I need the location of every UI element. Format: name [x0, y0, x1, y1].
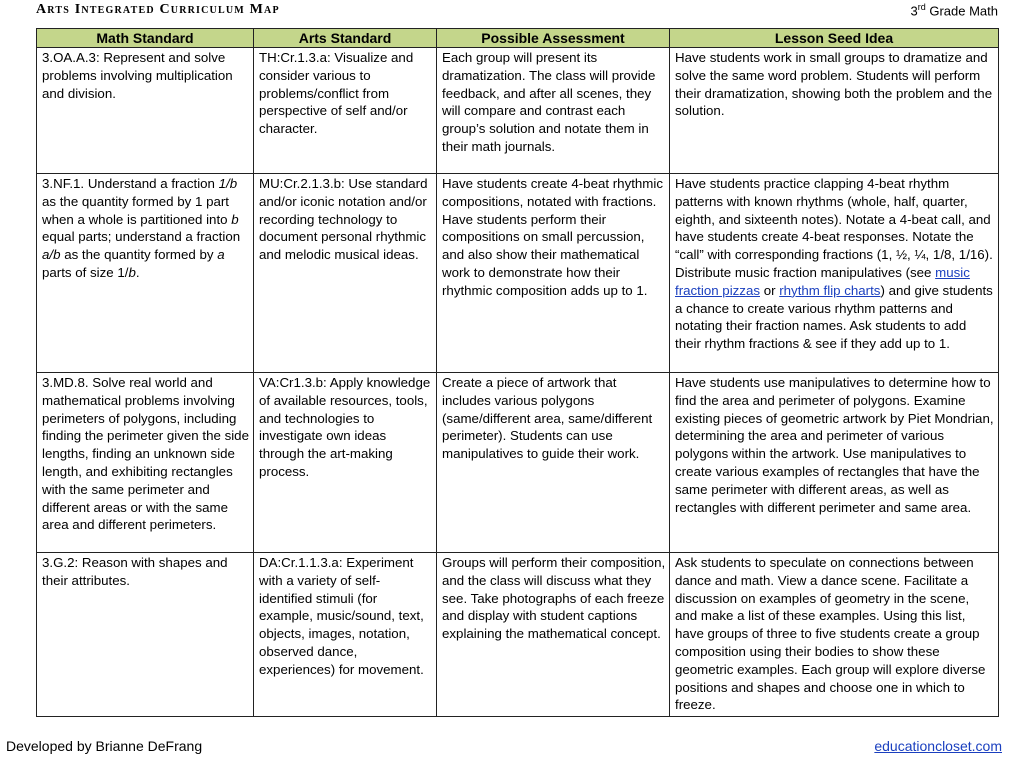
- math-italic: a/b: [42, 247, 61, 263]
- column-header-math-standard: Math Standard: [37, 29, 254, 48]
- lesson-text: Have students practice clapping 4-beat rhythm patterns with known rhythms (whole, half, quarter, eighth, and sixteenth notes). Notate a 4-beat call, and have students create 4-beat responses. Notate the “call” with corresponding fractions (1, ½, ¼, 1/8, 1/16). Distribute music fraction manipulatives (see: [675, 176, 993, 280]
- website-link[interactable]: educationcloset.com: [874, 738, 1002, 754]
- column-header-arts-standard: Arts Standard: [254, 29, 437, 48]
- table-header-row: [37, 29, 999, 48]
- document-header: [36, 2, 998, 22]
- arts-standard-cell: DA:Cr.1.1.3.a: Experiment with a variety of self-identified stimuli (for example, music/sound, text, objects, images, notation, observed dance, experiences) for movement.: [254, 553, 437, 717]
- music-fraction-pizzas-link[interactable]: music fraction pizzas: [675, 264, 970, 298]
- assessment-cell: Create a piece of artwork that includes various polygons (same/different area, same/different perimeter). Students can use manipulatives to guide their work.: [437, 373, 670, 553]
- math-text: as the quantity formed by: [60, 247, 218, 263]
- arts-standard-cell: TH:Cr.1.3.a: Visualize and consider various to problems/conflict from perspective of self and/or character.: [254, 48, 437, 174]
- math-text: .: [135, 264, 140, 280]
- table-row: [37, 553, 999, 717]
- assessment-cell: Groups will perform their composition, and the class will discuss what they see. Take photographs of each freeze and display with student captions explaining the mathematical concept.: [437, 553, 670, 717]
- table-row: [37, 174, 999, 373]
- math-standard-cell: 3.MD.8. Solve real world and mathematical problems involving perimeters of polygons, including finding the perimeter given the side lengths, finding an unknown side length, and exhibiting rectangles with the same perimeter and different areas or with the same area and different perimeters.: [37, 373, 254, 553]
- column-header-possible-assessment: Possible Assessment: [437, 29, 670, 48]
- math-italic: b: [128, 264, 136, 280]
- rhythm-flip-charts-link[interactable]: rhythm flip charts: [779, 282, 881, 298]
- curriculum-table: [36, 28, 999, 717]
- arts-standard-cell: VA:Cr1.3.b: Apply knowledge of available resources, tools, and technologies to investigate own ideas through the art-making process.: [254, 373, 437, 553]
- lesson-text: ) and give students a chance to create various rhythm patterns and notating their fraction names. Ask students to add their rhythm fractions & see if they add up to 1.: [675, 282, 993, 352]
- lesson-seed-cell: Ask students to speculate on connections between dance and math. View a dance scene. Facilitate a discussion on examples of geometry in the scene, and make a list of these examples. Using this list, have groups of three to five students create a group composition using their bodies to show these geometric examples. Each group will explore diverse positions and shapes and choose one in which to freeze.: [670, 553, 999, 717]
- assessment-cell: Each group will present its dramatization. The class will provide feedback, and after all scenes, they will compare and contrast each group’s solution and notate them in their math journals.: [437, 48, 670, 174]
- math-text: as the quantity formed by 1 part when a whole is partitioned into: [42, 193, 232, 227]
- document-title: Arts Integrated Curriculum Map: [36, 2, 280, 17]
- math-standard-cell: 3.G.2: Reason with shapes and their attributes.: [37, 553, 254, 717]
- lesson-seed-cell: Have students use manipulatives to determine how to find the area and perimeter of polygons. Examine existing pieces of geometric artwork by Piet Mondrian, determining the area and perimeter of various polygons within the artwork. Use manipulatives to create various examples of rectangles that have the same perimeter with different areas, as well as rectangles with different perimeter and same area.: [670, 373, 999, 553]
- math-italic: a: [217, 247, 225, 263]
- grade-suffix: rd: [917, 2, 926, 12]
- column-header-lesson-seed-idea: Lesson Seed Idea: [670, 29, 999, 48]
- arts-standard-cell: MU:Cr.2.1.3.b: Use standard and/or iconic notation and/or recording technology to document personal rhythmic and melodic musical ideas.: [254, 174, 437, 373]
- assessment-cell: Have students create 4-beat rhythmic compositions, notated with fractions. Have students perform their compositions on small percussion, and also show their mathematical work to demonstrate how their rhythmic composition adds up to 1.: [437, 174, 670, 373]
- lesson-seed-cell: [670, 174, 999, 373]
- grade-number: 3: [910, 3, 918, 19]
- math-text: parts of size 1/: [42, 264, 129, 280]
- grade-subject: Grade Math: [925, 3, 998, 19]
- grade-label: [910, 2, 998, 18]
- math-standard-cell: 3.OA.A.3: Represent and solve problems involving multiplication and division.: [37, 48, 254, 174]
- lesson-seed-cell: Have students work in small groups to dramatize and solve the same word problem. Students will perform their dramatization, showing both the problem and the solution.: [670, 48, 999, 174]
- table-row: [37, 48, 999, 174]
- math-italic: b: [231, 211, 239, 227]
- math-text: equal parts; understand a fraction: [42, 229, 241, 245]
- author-credit: Developed by Brianne DeFrang: [6, 738, 203, 754]
- lesson-text: or: [760, 282, 780, 298]
- math-italic: 1/b: [218, 176, 238, 191]
- math-standard-cell: [37, 174, 254, 373]
- table-row: [37, 373, 999, 553]
- math-text: 3.NF.1. Understand a fraction: [42, 176, 219, 191]
